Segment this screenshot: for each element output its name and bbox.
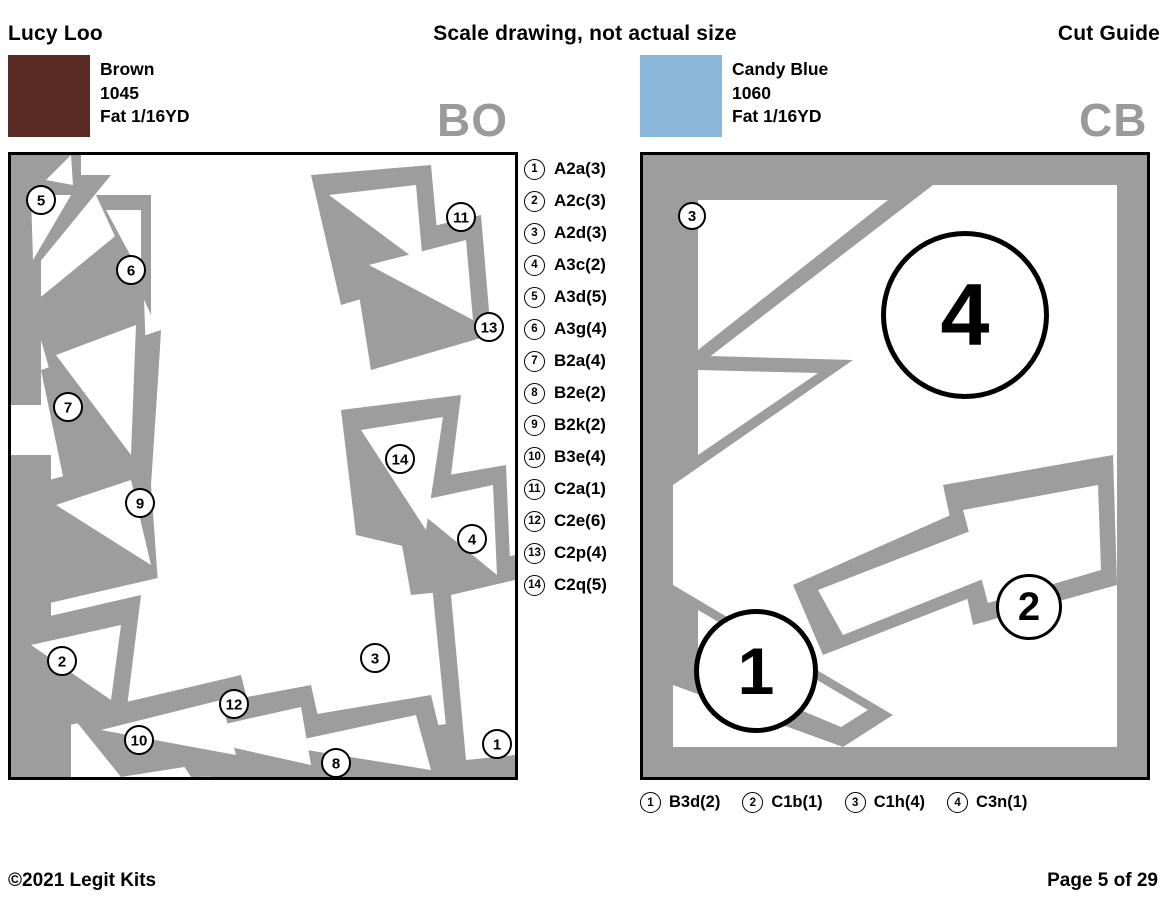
piece-marker-number: 11	[453, 209, 469, 227]
legend-number: 6	[524, 319, 545, 340]
legend-label: A3c(2)	[554, 255, 606, 274]
legend-row	[524, 505, 636, 537]
piece-marker	[458, 525, 486, 553]
legend-number: 1	[640, 792, 661, 813]
legend-label: A2a(3)	[554, 159, 606, 178]
piece-marker-number: 2	[1017, 584, 1041, 629]
legend-number: 7	[524, 351, 545, 372]
legend-row	[524, 217, 636, 249]
piece-marker-number: 8	[331, 755, 341, 773]
legend-candy-blue	[640, 792, 1150, 813]
piece-marker-number: 9	[135, 495, 145, 513]
legend-row	[524, 249, 636, 281]
piece-marker-number: 4	[467, 531, 477, 549]
swatch-info-candy-blue	[732, 58, 828, 129]
legend-label: C2p(4)	[554, 543, 607, 562]
legend-row	[524, 185, 636, 217]
legend-number: 3	[524, 223, 545, 244]
legend-number: 11	[524, 479, 545, 500]
legend-brown	[524, 153, 636, 601]
piece-marker	[125, 726, 153, 754]
swatch-candy-blue	[640, 55, 829, 137]
legend-label: B2e(2)	[554, 383, 606, 402]
legend-row	[524, 473, 636, 505]
cut-piece-opening	[698, 200, 888, 350]
piece-marker-number: 1	[492, 736, 502, 754]
legend-label: C1b(1)	[771, 793, 823, 811]
legend-label: B3e(4)	[554, 447, 606, 466]
legend-row	[524, 377, 636, 409]
cut-guide-panel-brown	[8, 152, 518, 780]
piece-marker	[881, 231, 1049, 399]
cut-piece-opening	[698, 370, 818, 455]
legend-row	[524, 281, 636, 313]
legend-number: 2	[524, 191, 545, 212]
page-number: Page 5 of 29	[1047, 870, 1158, 891]
swatch-name-brown: Brown	[100, 59, 155, 79]
cut-piece	[1117, 185, 1147, 747]
legend-item	[947, 792, 1027, 813]
legend-number: 1	[524, 159, 545, 180]
legend-label: B2k(2)	[554, 415, 606, 434]
swatch-chip-candy-blue	[640, 55, 722, 137]
piece-marker	[48, 647, 76, 675]
piece-marker	[54, 393, 82, 421]
legend-number: 8	[524, 383, 545, 404]
legend-item	[640, 792, 720, 813]
piece-marker-number: 10	[130, 732, 148, 750]
page-title-center: Scale drawing, not actual size	[433, 22, 737, 45]
legend-number: 13	[524, 543, 545, 564]
copyright-notice: ©2021 Legit Kits	[8, 870, 157, 891]
legend-label: C3n(1)	[976, 793, 1028, 811]
legend-label: C2a(1)	[554, 479, 606, 498]
legend-number: 10	[524, 447, 545, 468]
swatch-info-brown	[100, 58, 189, 129]
swatch-code-candy-blue: 1060	[732, 82, 771, 103]
piece-marker-number: 2	[57, 653, 67, 671]
legend-label: C2q(5)	[554, 575, 607, 594]
swatch-name-candy-blue: Candy Blue	[732, 59, 829, 79]
fabric-abbr-cb: CB	[1079, 94, 1148, 146]
cut-guide-background-area	[151, 305, 341, 675]
legend-item	[742, 792, 822, 813]
fabric-abbr-bo: BO	[437, 94, 508, 146]
swatch-brown	[8, 55, 190, 137]
piece-marker-number: 6	[126, 262, 136, 280]
legend-label: C1h(4)	[873, 793, 926, 811]
piece-marker-number: 3	[370, 650, 380, 668]
swatch-chip-brown	[8, 55, 90, 137]
piece-marker	[27, 186, 55, 214]
swatch-code-brown: 1045	[100, 82, 139, 103]
legend-label: C2e(6)	[554, 511, 606, 530]
piece-marker-number: 14	[391, 451, 409, 469]
piece-marker	[322, 749, 350, 777]
piece-marker	[475, 313, 503, 341]
legend-number: 4	[947, 792, 968, 813]
legend-label: A3g(4)	[554, 319, 607, 338]
piece-marker	[220, 690, 248, 718]
legend-number: 14	[524, 575, 545, 596]
legend-label: B2a(4)	[554, 351, 606, 370]
legend-row	[524, 569, 636, 601]
piece-marker	[386, 445, 414, 473]
legend-row	[524, 441, 636, 473]
piece-marker	[126, 489, 154, 517]
piece-marker-number: 13	[480, 319, 498, 337]
piece-marker	[117, 256, 145, 284]
legend-row	[524, 153, 636, 185]
legend-number: 9	[524, 415, 545, 436]
legend-number: 3	[845, 792, 866, 813]
piece-marker-number: 5	[36, 192, 46, 210]
page-title-right: Cut Guide	[1057, 22, 1160, 45]
piece-marker	[996, 574, 1062, 640]
legend-row	[524, 537, 636, 569]
piece-marker	[678, 202, 706, 230]
legend-row	[524, 345, 636, 377]
legend-label: A2c(3)	[554, 191, 606, 210]
legend-label: A2d(3)	[554, 223, 607, 242]
legend-label: A3d(5)	[554, 287, 607, 306]
piece-marker-number: 4	[940, 265, 990, 364]
legend-number: 5	[524, 287, 545, 308]
cut-guide-diagram-brown	[11, 155, 515, 777]
piece-marker	[361, 644, 389, 672]
piece-marker-number: 3	[687, 207, 697, 225]
legend-item	[845, 792, 925, 813]
legend-number: 12	[524, 511, 545, 532]
legend-number: 2	[742, 792, 763, 813]
legend-row	[524, 409, 636, 441]
swatch-size-candy-blue: Fat 1/16YD	[732, 106, 822, 127]
cut-piece	[643, 747, 1147, 777]
piece-marker	[694, 609, 818, 733]
piece-marker	[483, 730, 511, 758]
swatch-size-brown: Fat 1/16YD	[100, 106, 190, 127]
piece-marker-number: 12	[225, 696, 243, 714]
legend-label: B3d(2)	[669, 793, 721, 811]
legend-number: 4	[524, 255, 545, 276]
piece-marker	[447, 203, 475, 231]
piece-marker-number: 1	[737, 634, 775, 708]
piece-marker-number: 7	[63, 399, 73, 417]
page-title-left: Lucy Loo	[8, 22, 103, 45]
legend-row	[524, 313, 636, 345]
